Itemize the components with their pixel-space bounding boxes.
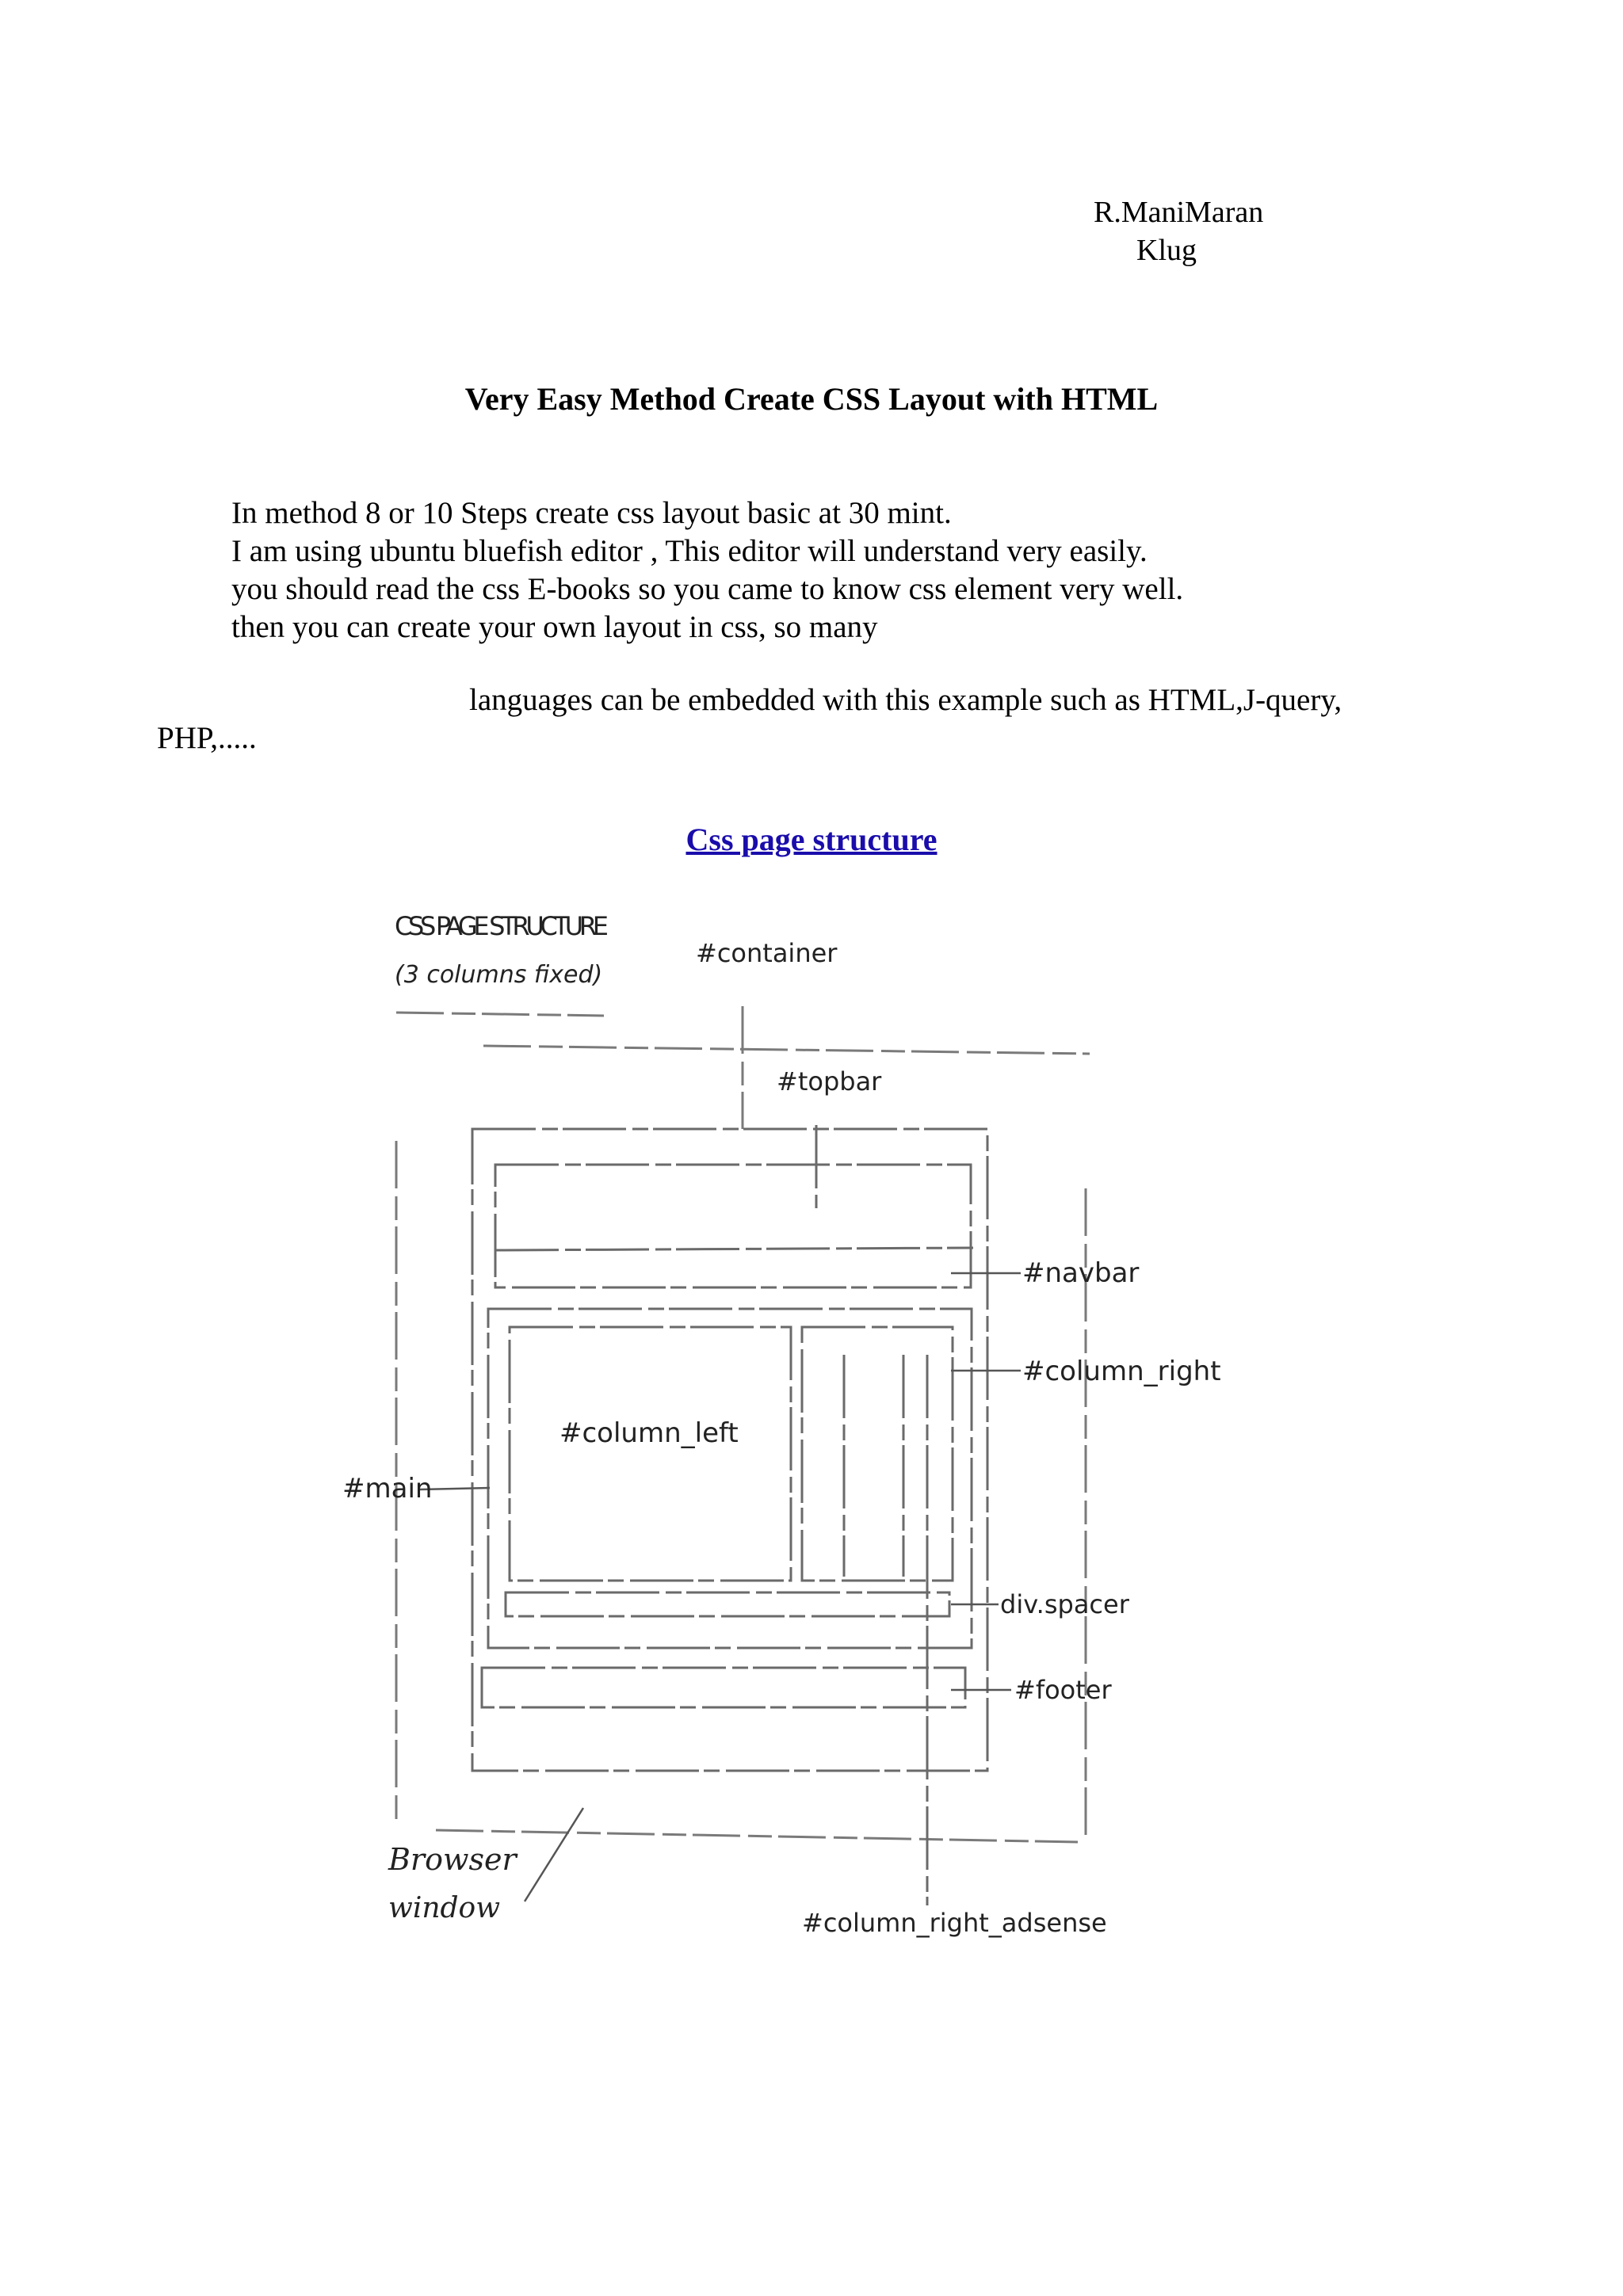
- browser-label-line-1: Browser: [388, 1842, 517, 1877]
- intro-line-2: I am using ubuntu bluefish editor , This editor will understand very easily.: [231, 534, 1148, 568]
- embedded-languages-continuation: PHP,.....: [157, 721, 257, 755]
- diagram-heading-line-2: (3 columns fixed): [395, 961, 603, 989]
- navbar-label: #navbar: [1022, 1257, 1140, 1289]
- footer-label: #footer: [1014, 1675, 1112, 1705]
- document-title: Very Easy Method Create CSS Layout with HTML: [464, 381, 1159, 417]
- container-label: #container: [696, 938, 838, 968]
- topbar-label: #topbar: [777, 1066, 882, 1097]
- spacer-label: div.spacer: [1000, 1589, 1129, 1619]
- column-right-label: #column_right: [1022, 1356, 1221, 1387]
- column-right-adsense-label: #column_right_adsense: [802, 1908, 1107, 1938]
- author-name: R.ManiMaran: [1094, 196, 1264, 229]
- intro-line-3: you should read the css E-books so you came to know css element very well.: [231, 572, 1184, 606]
- embedded-languages-line: languages can be embedded with this example such as HTML,J-query,: [469, 683, 1342, 717]
- intro-line-4: then you can create your own layout in css, so many: [231, 610, 878, 644]
- diagram-heading-line-1: CSS PAGE STRUCTURE: [395, 911, 609, 941]
- intro-line-1: In method 8 or 10 Steps create css layout basic at 30 mint.: [231, 496, 952, 530]
- browser-label-line-2: window: [388, 1892, 501, 1924]
- author-org: Klug: [1136, 234, 1197, 267]
- column-left-label: #column_left: [559, 1417, 739, 1449]
- main-label: #main: [342, 1473, 433, 1505]
- css-page-structure-diagram: [317, 887, 1236, 1981]
- css-page-structure-link[interactable]: Css page structure: [685, 822, 938, 857]
